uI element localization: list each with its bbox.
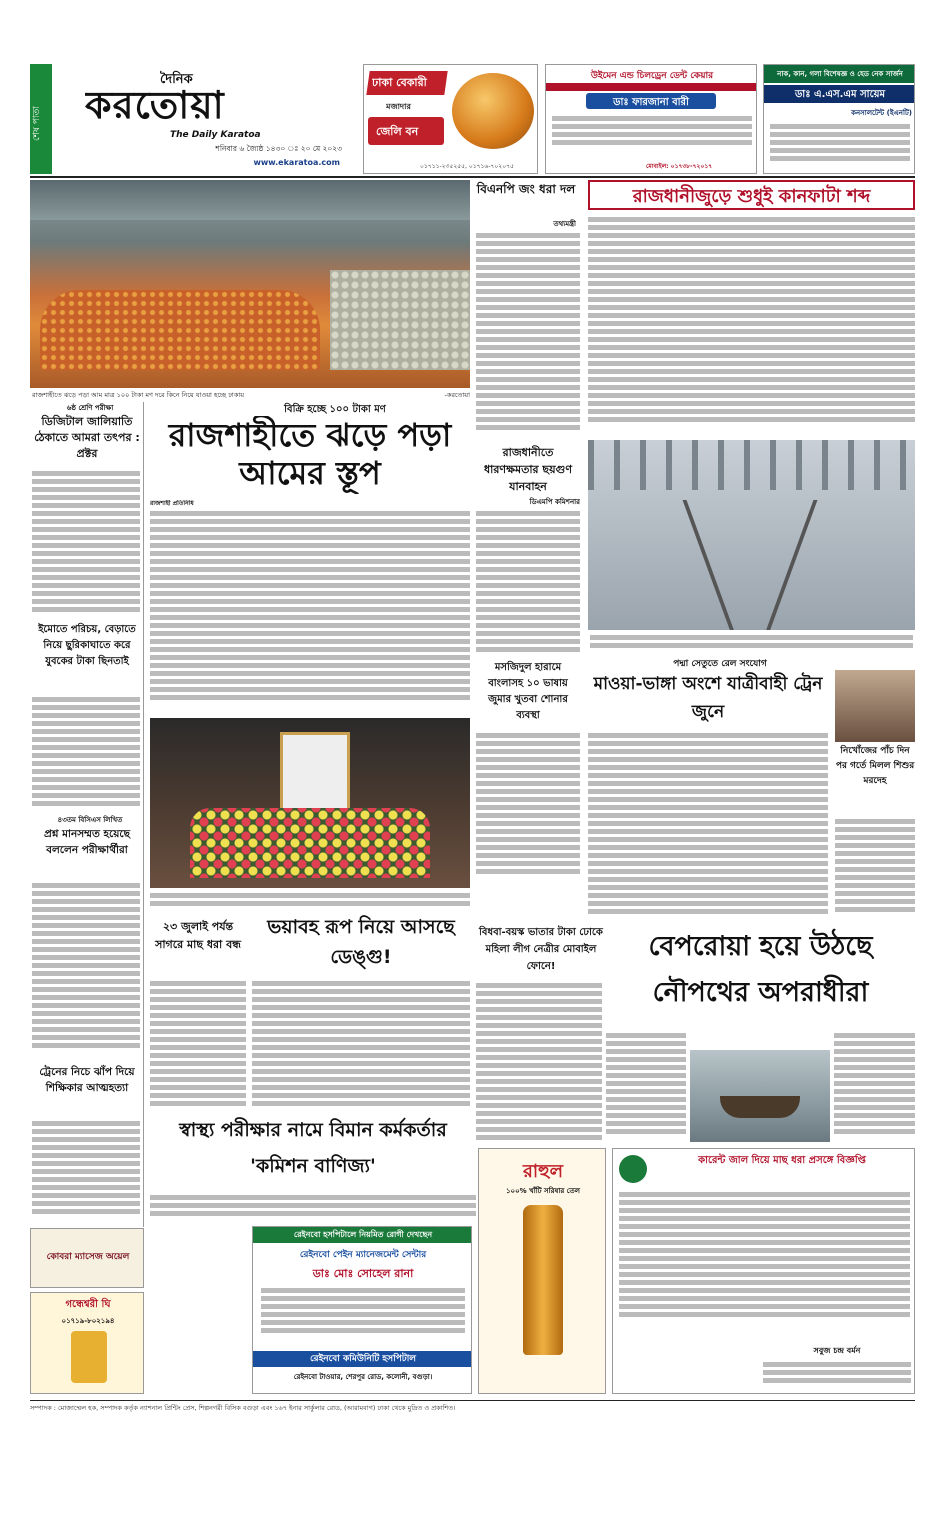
current-net-notice[interactable]	[612, 1148, 915, 1394]
dental-band	[546, 83, 757, 91]
bakery-phone: ০১৭১১-২৩৫২৫৫, ০১৭১৬-৭০২০৭৫	[420, 163, 514, 170]
padma-headline: মাওয়া-ভাঙ্গা অংশে যাত্রীবাহী ট্রেন জুনে	[593, 674, 823, 722]
net-notice-signature: সবুজ চন্দ্র বর্মন	[813, 1346, 861, 1355]
bnp-headline: বিএনপি জং ধরা দল	[476, 182, 576, 196]
ent-doctor: ডাঃ এ.এস.এম সায়েম	[794, 89, 886, 100]
ent-title: নাক, কান, গলা বিশেষজ্ঞ ও হেড নেক সার্জন	[777, 70, 903, 78]
ghee-jar	[71, 1331, 107, 1383]
mustard-tagline: ১০০% খাঁটি সরিষার তেল	[506, 1187, 580, 1195]
mustard-bottle	[523, 1205, 563, 1355]
market-tent	[30, 180, 470, 220]
widow-body	[476, 980, 602, 1144]
rainbow-address: রেইনবো টাওয়ার, শেরপুর রোড, কলোনী, বগুড়া।	[293, 1373, 433, 1381]
river-crime-headline: বেপরোয়া হয়ে উঠছে নৌপথের অপরাধীরা	[648, 931, 873, 1008]
rainbow-line-3: রেইনবো কমিউনিটি হসপিটাল	[253, 1351, 472, 1367]
masthead-website[interactable]: www.ekaratoa.com	[253, 158, 340, 167]
river-crime-body-left	[606, 1030, 686, 1144]
left-headline-4: ট্রেনের নিচে ঝাঁপ দিয়ে শিক্ষিকার আত্মহত্যা	[39, 1066, 135, 1094]
ghee-title: গন্ধেশ্বরী ঘি	[65, 1299, 111, 1310]
mustard-brand: রাহুল	[522, 1161, 564, 1181]
rainbow-details	[261, 1285, 465, 1345]
bakery-name: ঢাকা বেকারী	[372, 76, 427, 89]
river-crime-body-right	[834, 1030, 915, 1144]
footer-rule	[30, 1400, 915, 1401]
lead-headline: রাজশাহীতে ঝড়ে পড়া আমের স্তূপ	[168, 416, 452, 492]
left-story-4-body	[32, 1118, 140, 1226]
memorial-photo	[150, 718, 470, 888]
dental-ad[interactable]	[545, 64, 757, 174]
dental-details	[552, 113, 752, 153]
rainbow-line-1: রেইনবো হসপিটালে নিয়মিত রোগী দেখছেন	[253, 1227, 472, 1243]
rainbow-line-2: রেইনবো পেইন ম্যানেজমেন্ট সেন্টার	[299, 1250, 427, 1260]
cobra-oil-title: কোবরা ম্যাসেজ অয়েল	[46, 1252, 130, 1262]
mustard-oil-ad[interactable]	[478, 1148, 606, 1394]
net-notice-body	[619, 1189, 910, 1329]
bakery-product: জেলি বন	[376, 125, 419, 138]
child-photo	[835, 670, 915, 742]
padma-photo-caption	[590, 632, 913, 654]
rainbow-ad[interactable]	[252, 1226, 472, 1394]
net-notice-title: কারেন্ট জাল দিয়ে মাছ ধরা প্রসঙ্গে বিজ্ঞপ্তি	[698, 1155, 866, 1166]
dengue-headline: ভয়াবহ রূপ নিয়ে আসছে ডেঙ্গু!	[267, 916, 455, 968]
masthead-small-title: দৈনিক	[160, 72, 193, 86]
ent-details	[770, 121, 910, 171]
ent-subtitle: কনসালটেন্ট (ইএনটি)	[851, 109, 912, 117]
padma-rail-photo	[588, 440, 915, 630]
masthead	[30, 64, 348, 174]
left-headline-3: প্রশ্ন মানসম্মত হয়েছে বললেন পরীক্ষার্থীরা	[43, 828, 130, 856]
masthead-rule	[30, 176, 915, 178]
memorial-caption	[150, 890, 470, 912]
footer-imprint: সম্পাদক : মোজাম্মেল হক, সম্পাদক কর্তৃক ন্যাশনাল প্রিন্টিং প্রেস, শিল্পনগরী বিসিক বগুড়া এবং ১৬৭ ইনার সার্কুলার রোড, (আরামবাগ) ঢাকা থেকে মুদ্রিত ও প্রকাশিত।	[30, 1404, 456, 1412]
padma-kicker: পদ্মা সেতুতে রেল সংযোগ	[673, 659, 767, 669]
dental-phone: মোবাইল: ০১৭৩৮-৭২০১৭	[646, 163, 713, 170]
fishing-ban-headline: ২৩ জুলাই পর্যন্ত সাগরে মাছ ধরা বন্ধ	[155, 920, 241, 951]
lead-photo-credit: -করতোয়া	[444, 391, 470, 399]
bnp-tag: তথ্যমন্ত্রী	[553, 220, 576, 228]
portrait-frame	[280, 732, 350, 812]
left-headline-2: ইমোতে পরিচয়, বেড়াতে নিয়ে ছুরিকাঘাতে করে যুবকের টাকা ছিনতাই	[38, 624, 136, 667]
ghee-phone: ০১৭১৯-৮০২১৯৪	[61, 1317, 115, 1325]
boat	[720, 1096, 800, 1118]
dental-title: উইমেন এন্ড চিলড্রেন ডেন্ট কেয়ার	[590, 71, 714, 81]
lead-body-lines	[150, 511, 470, 700]
bnp-body	[476, 230, 580, 440]
mosque-headline: মসজিদুল হারামে বাংলাসহ ১০ ভাষায় জুমার খুতবা শোনার ব্যবস্থা	[488, 662, 568, 721]
left-kicker-1: ৬ষ্ঠ শ্রেণি পরীক্ষা	[66, 404, 114, 412]
left-kicker-3: ৪৩তম বিসিএস লিখিত	[57, 816, 123, 824]
sacks-heap	[330, 270, 470, 370]
padma-body	[588, 730, 828, 920]
masthead-title: করতোয়া	[85, 83, 225, 127]
capital-vehicles-tag: ডিএমপি কমিশনার	[529, 498, 580, 506]
capital-sound-headline: রাজধানীজুড়ে শুধুই কানফাটা শব্দ	[588, 180, 915, 210]
left-column	[30, 402, 144, 1227]
bakery-ad[interactable]	[363, 64, 538, 174]
side-label-text: শেষ পাতা	[32, 106, 42, 142]
capital-vehicles-body	[476, 508, 580, 658]
left-story-1-body	[32, 468, 140, 618]
ghee-ad[interactable]	[30, 1292, 144, 1394]
ent-ad[interactable]	[763, 64, 915, 174]
cobra-oil-ad[interactable]	[30, 1228, 144, 1288]
jelly-bun-image	[452, 73, 534, 149]
dengue-body	[252, 978, 470, 1108]
river-boats-photo	[690, 1050, 830, 1142]
mosque-body	[476, 730, 580, 880]
rail-track-right	[763, 500, 818, 630]
dental-doctor: ডাঃ ফারজানা বারী	[613, 97, 689, 108]
flowers	[190, 808, 430, 878]
lead-kicker: বিক্রি হচ্ছে ১০০ টাকা মণ	[284, 404, 386, 415]
mango-heap	[40, 290, 320, 370]
missing-child-body	[835, 816, 915, 920]
rainbow-doctor: ডাঃ মোঃ সোহেল রানা	[312, 1267, 414, 1280]
net-notice-signatory	[763, 1359, 911, 1389]
biman-body	[150, 1192, 476, 1222]
lead-photo-caption: রাজশাহীতে ঝড়ে পড়া আম মাত্র ১০০ টাকা মণ দরে কিনে নিয়ে যাওয়া হচ্ছে ঢাকায়	[32, 391, 245, 399]
bakery-tag: মজাদার	[386, 102, 411, 111]
widow-headline: বিধবা-বয়স্ক ভাতার টাকা ঢোকে মহিলা লীগ নেত্রীর মোবাইল ফোনে!	[479, 927, 603, 972]
lead-byline: রাজশাহী প্রতিনিধি	[150, 500, 194, 507]
capital-sound-body	[588, 214, 915, 430]
masthead-date: শনিবার ৬ জ্যৈষ্ঠ ১৪৩০ ঃ ২০ মে ২০২৩	[215, 144, 342, 153]
capital-vehicles-headline: রাজধানীতে ধারণক্ষমতার ছয়গুণ যানবাহন	[484, 446, 572, 493]
govt-logo	[619, 1155, 647, 1183]
mango-market-photo	[30, 180, 470, 388]
left-story-2-body	[32, 694, 140, 812]
rail-track-left	[683, 500, 738, 630]
missing-child-headline: নিখোঁজের পাঁচ দিন পর গর্তে মিলল শিশুর মরদেহ	[835, 746, 915, 786]
fishing-ban-body	[150, 978, 246, 1108]
left-headline-1: ডিজিটাল জালিয়াতি ঠেকাতে আমরা তৎপর : প্রক্টর	[34, 415, 140, 460]
lead-body	[150, 500, 470, 715]
biman-headline: স্বাস্থ্য পরীক্ষার নামে বিমান কর্মকর্তার 'কমিশন বাণিজ্য'	[179, 1119, 447, 1177]
bridge-beams	[588, 440, 915, 490]
left-story-3-body	[32, 880, 140, 1060]
masthead-english-title: The Daily Karatoa	[170, 130, 261, 140]
